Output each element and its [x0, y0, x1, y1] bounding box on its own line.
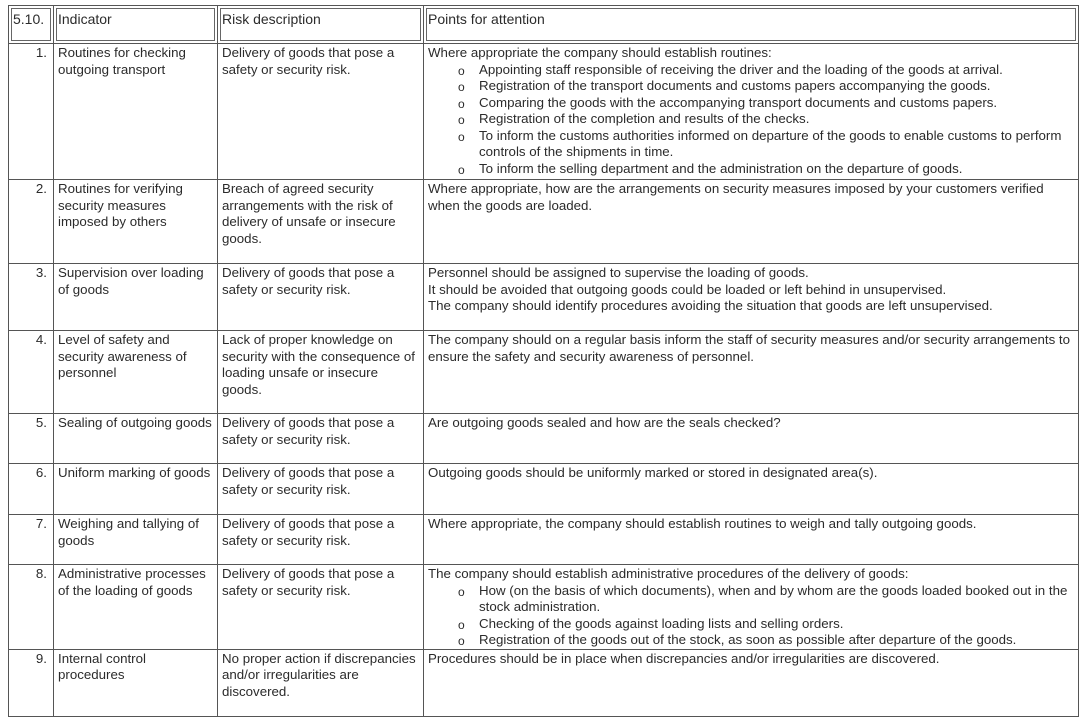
points-cell	[424, 649, 1079, 716]
table-row	[9, 464, 1079, 515]
risk-cell: Lack of proper knowledge on security with the consequence of loading unsafe or insecure goods.	[218, 331, 424, 414]
indicator-cell: Sealing of outgoing goods	[54, 414, 218, 464]
points-cell	[424, 331, 1079, 414]
risk-cell: Delivery of goods that pose a safety or security risk.	[218, 44, 424, 180]
row-number: 5.	[9, 414, 54, 464]
table-header-row	[9, 6, 1079, 44]
points-bullet-item: o Appointing staff responsible of receiving the driver and the loading of the goods at arrival.	[458, 62, 1074, 79]
points-bullet-item: o How (on the basis of which documents), when and by whom are the goods loaded booked out in the stock administration.	[458, 583, 1074, 616]
points-cell	[424, 515, 1079, 565]
points-bullet-item: o Registration of the completion and results of the checks.	[458, 111, 1074, 128]
row-number: 1.	[9, 44, 54, 180]
row-number: 4.	[9, 331, 54, 414]
indicator-cell: Weighing and tallying of goods	[54, 515, 218, 565]
indicator-cell: Level of safety and security awareness of personnel	[54, 331, 218, 414]
points-bullet-item: o To inform the selling department and the administration on the departure of goods.	[458, 161, 1074, 178]
table-row	[9, 44, 1079, 180]
points-cell	[424, 180, 1079, 264]
indicator-cell: Routines for verifying security measures imposed by others	[54, 180, 218, 264]
table-row	[9, 264, 1079, 331]
points-cell	[424, 464, 1079, 515]
points-bullet-item: o Registration of the goods out of the stock, as soon as possible after departure of the goods.	[458, 632, 1074, 649]
row-number: 2.	[9, 180, 54, 264]
indicator-cell: Routines for checking outgoing transport	[54, 44, 218, 180]
points-cell	[424, 414, 1079, 464]
risk-cell: Breach of agreed security arrangements with the risk of delivery of unsafe or insecure goods.	[218, 180, 424, 264]
table-row	[9, 565, 1079, 650]
header-risk: Risk description	[218, 6, 424, 44]
table-row	[9, 331, 1079, 414]
points-line: Are outgoing goods sealed and how are the seals checked?	[428, 415, 781, 430]
risk-cell: Delivery of goods that pose a safety or security risk.	[218, 565, 424, 650]
points-bullet-item: o Checking of the goods against loading lists and selling orders.	[458, 616, 1074, 633]
row-number: 9.	[9, 649, 54, 716]
points-cell	[424, 264, 1079, 331]
points-line: Where appropriate, the company should establish routines to weigh and tally outgoing goods.	[428, 516, 977, 531]
indicator-cell: Administrative processes of the loading of goods	[54, 565, 218, 650]
points-line: Personnel should be assigned to supervise the loading of goods.	[428, 265, 809, 280]
points-bullet-item: o Comparing the goods with the accompanying transport documents and customs papers.	[458, 95, 1074, 112]
points-bullet-list	[428, 62, 1074, 178]
row-number: 7.	[9, 515, 54, 565]
points-line: The company should on a regular basis inform the staff of security measures and/or security arrangements to ensure the safety and security awareness of personnel.	[428, 332, 1071, 364]
row-number: 3.	[9, 264, 54, 331]
indicator-table	[8, 5, 1079, 717]
table-body	[9, 44, 1079, 717]
points-line: Procedures should be in place when discrepancies and/or irregularities are discovered.	[428, 650, 940, 666]
points-intro: Where appropriate the company should establish routines:	[428, 45, 772, 60]
risk-cell: Delivery of goods that pose a safety or security risk.	[218, 515, 424, 565]
table-row	[9, 649, 1079, 716]
header-points: Points for attention	[424, 6, 1079, 44]
risk-cell: No proper action if discrepancies and/or irregularities are discovered.	[218, 649, 424, 716]
risk-cell: Delivery of goods that pose a safety or security risk.	[218, 464, 424, 515]
risk-cell: Delivery of goods that pose a safety or security risk.	[218, 264, 424, 331]
table-row	[9, 414, 1079, 464]
indicator-cell: Internal control procedures	[54, 649, 218, 716]
points-cell	[424, 44, 1079, 180]
points-bullet-item: o To inform the customs authorities informed on departure of the goods to enable customs to perform controls of the shipments in time.	[458, 128, 1074, 161]
indicator-cell: Uniform marking of goods	[54, 464, 218, 515]
points-bullet-item: o Registration of the transport documents and customs papers accompanying the goods.	[458, 78, 1074, 95]
row-number: 6.	[9, 464, 54, 515]
points-cell	[424, 565, 1079, 650]
points-line: The company should identify procedures avoiding the situation that goods are left unsupervised.	[428, 298, 993, 313]
points-bullet-list	[428, 583, 1074, 649]
points-line: It should be avoided that outgoing goods could be loaded or left behind in unsupervised.	[428, 281, 947, 297]
table-row	[9, 515, 1079, 565]
table-row	[9, 180, 1079, 264]
points-line: Outgoing goods should be uniformly marked or stored in designated area(s).	[428, 465, 878, 480]
header-section: 5.10.	[9, 6, 54, 44]
points-line: Where appropriate, how are the arrangements on security measures imposed by your customers verified when the goods are loaded.	[428, 181, 1044, 213]
indicator-cell: Supervision over loading of goods	[54, 264, 218, 331]
row-number: 8.	[9, 565, 54, 650]
document-page	[8, 5, 1078, 715]
points-intro: The company should establish administrative procedures of the delivery of goods:	[428, 566, 909, 581]
risk-cell: Delivery of goods that pose a safety or security risk.	[218, 414, 424, 464]
header-indicator: Indicator	[54, 6, 218, 44]
